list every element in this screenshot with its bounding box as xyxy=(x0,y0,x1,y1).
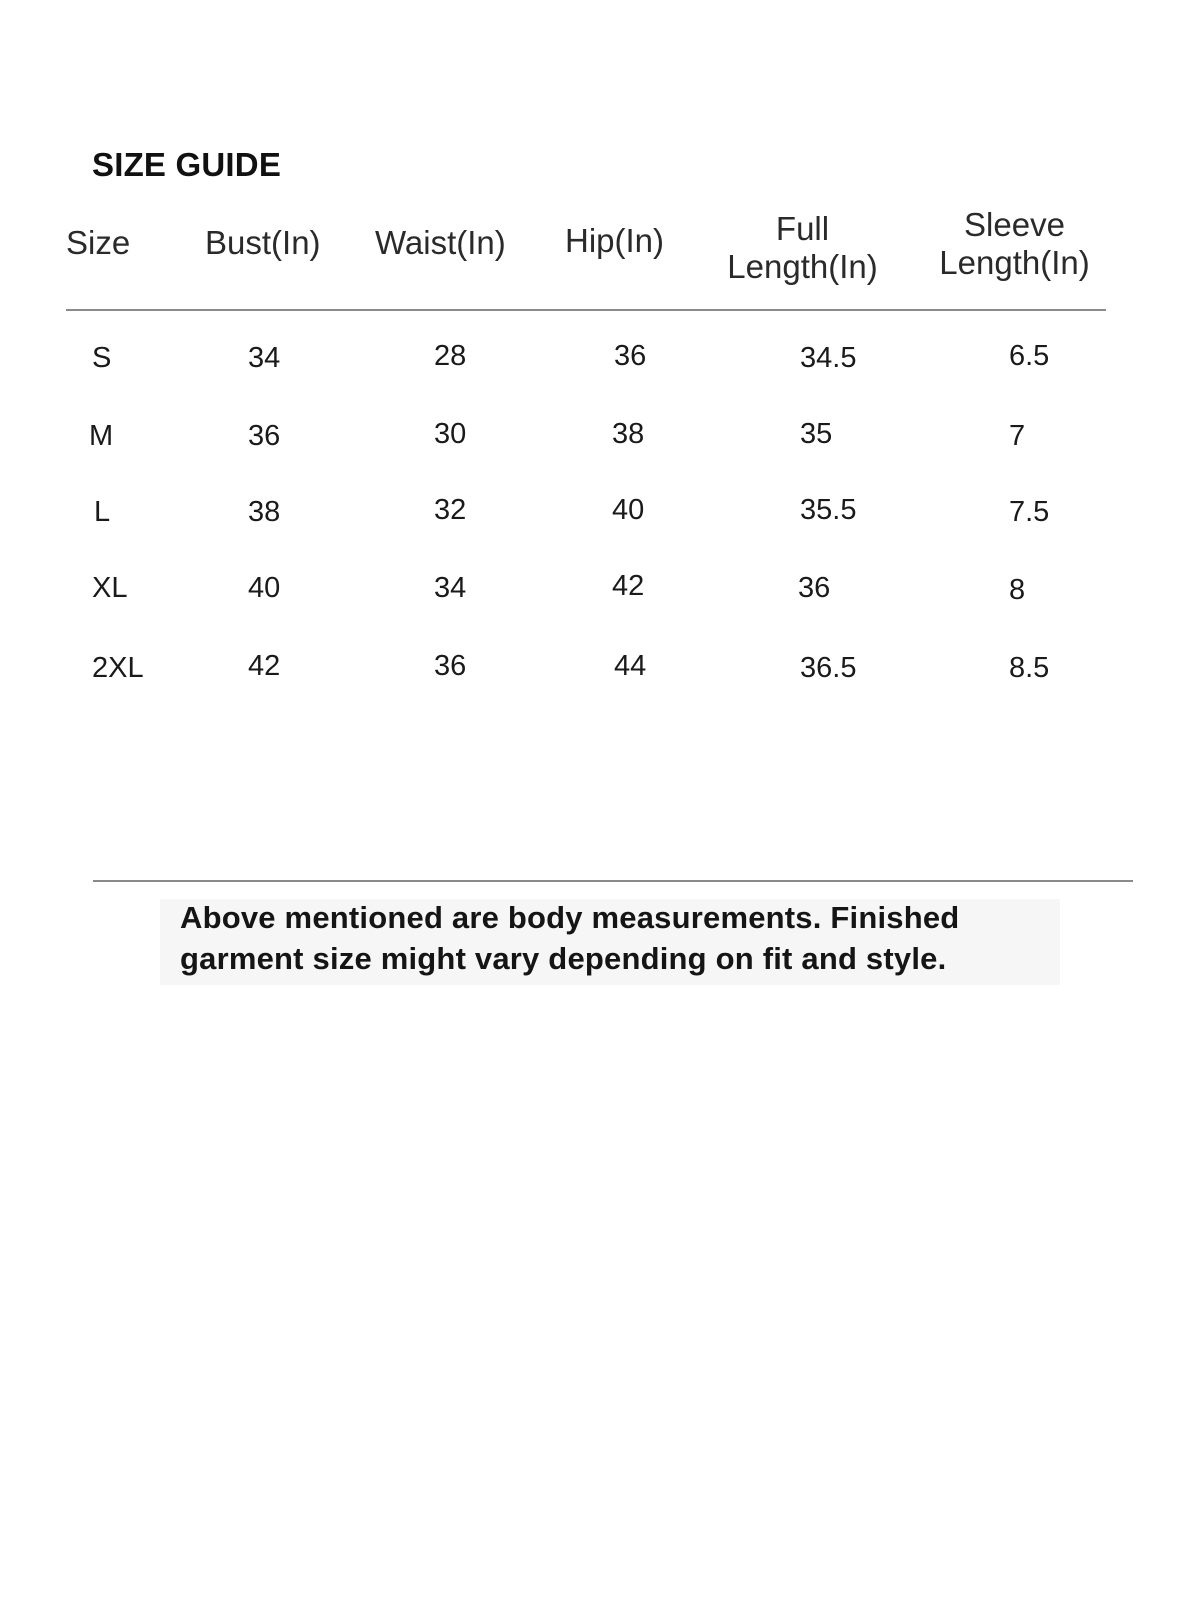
note-line-2: garment size might vary depending on fit and style. xyxy=(180,941,947,976)
cell-bust: 36 xyxy=(248,420,281,452)
cell-waist: 34 xyxy=(434,572,467,604)
cell-sleeve-length: 7.5 xyxy=(1009,496,1050,528)
cell-bust: 38 xyxy=(248,496,281,528)
cell-full-length: 35 xyxy=(800,418,833,450)
cell-hip: 36 xyxy=(614,340,647,372)
header-divider xyxy=(66,309,1106,311)
col-header-hip: Hip(In) xyxy=(565,222,665,259)
cell-full-length: 34.5 xyxy=(800,342,857,374)
cell-waist: 28 xyxy=(434,340,467,372)
col-header-sleeve-length: Sleeve Length(In) xyxy=(939,206,1090,281)
col-header-full-length: Full Length(In) xyxy=(727,210,878,285)
cell-sleeve-length: 6.5 xyxy=(1009,340,1050,372)
cell-size: M xyxy=(89,420,114,452)
note-divider xyxy=(93,880,1133,882)
cell-waist: 36 xyxy=(434,650,467,682)
cell-hip: 38 xyxy=(612,418,645,450)
note-line-1: Above mentioned are body measurements. Finished xyxy=(180,900,960,935)
cell-hip: 42 xyxy=(612,570,645,602)
col-header-size: Size xyxy=(66,224,131,261)
cell-full-length: 35.5 xyxy=(800,494,857,526)
cell-bust: 34 xyxy=(248,342,281,374)
cell-hip: 40 xyxy=(612,494,645,526)
cell-waist: 30 xyxy=(434,418,467,450)
col-header-waist: Waist(In) xyxy=(375,224,506,261)
cell-sleeve-length: 8.5 xyxy=(1009,652,1050,684)
col-header-bust: Bust(In) xyxy=(205,224,321,261)
cell-size: 2XL xyxy=(92,652,144,684)
cell-waist: 32 xyxy=(434,494,467,526)
cell-size: S xyxy=(92,342,112,374)
cell-full-length: 36.5 xyxy=(800,652,857,684)
cell-sleeve-length: 8 xyxy=(1009,574,1026,606)
cell-full-length: 36 xyxy=(798,572,831,604)
cell-size: XL xyxy=(92,572,128,604)
cell-size: L xyxy=(94,496,111,528)
cell-sleeve-length: 7 xyxy=(1009,420,1026,452)
cell-bust: 40 xyxy=(248,572,281,604)
cell-bust: 42 xyxy=(248,650,281,682)
cell-hip: 44 xyxy=(614,650,647,682)
size-guide-title: SIZE GUIDE xyxy=(92,146,282,183)
